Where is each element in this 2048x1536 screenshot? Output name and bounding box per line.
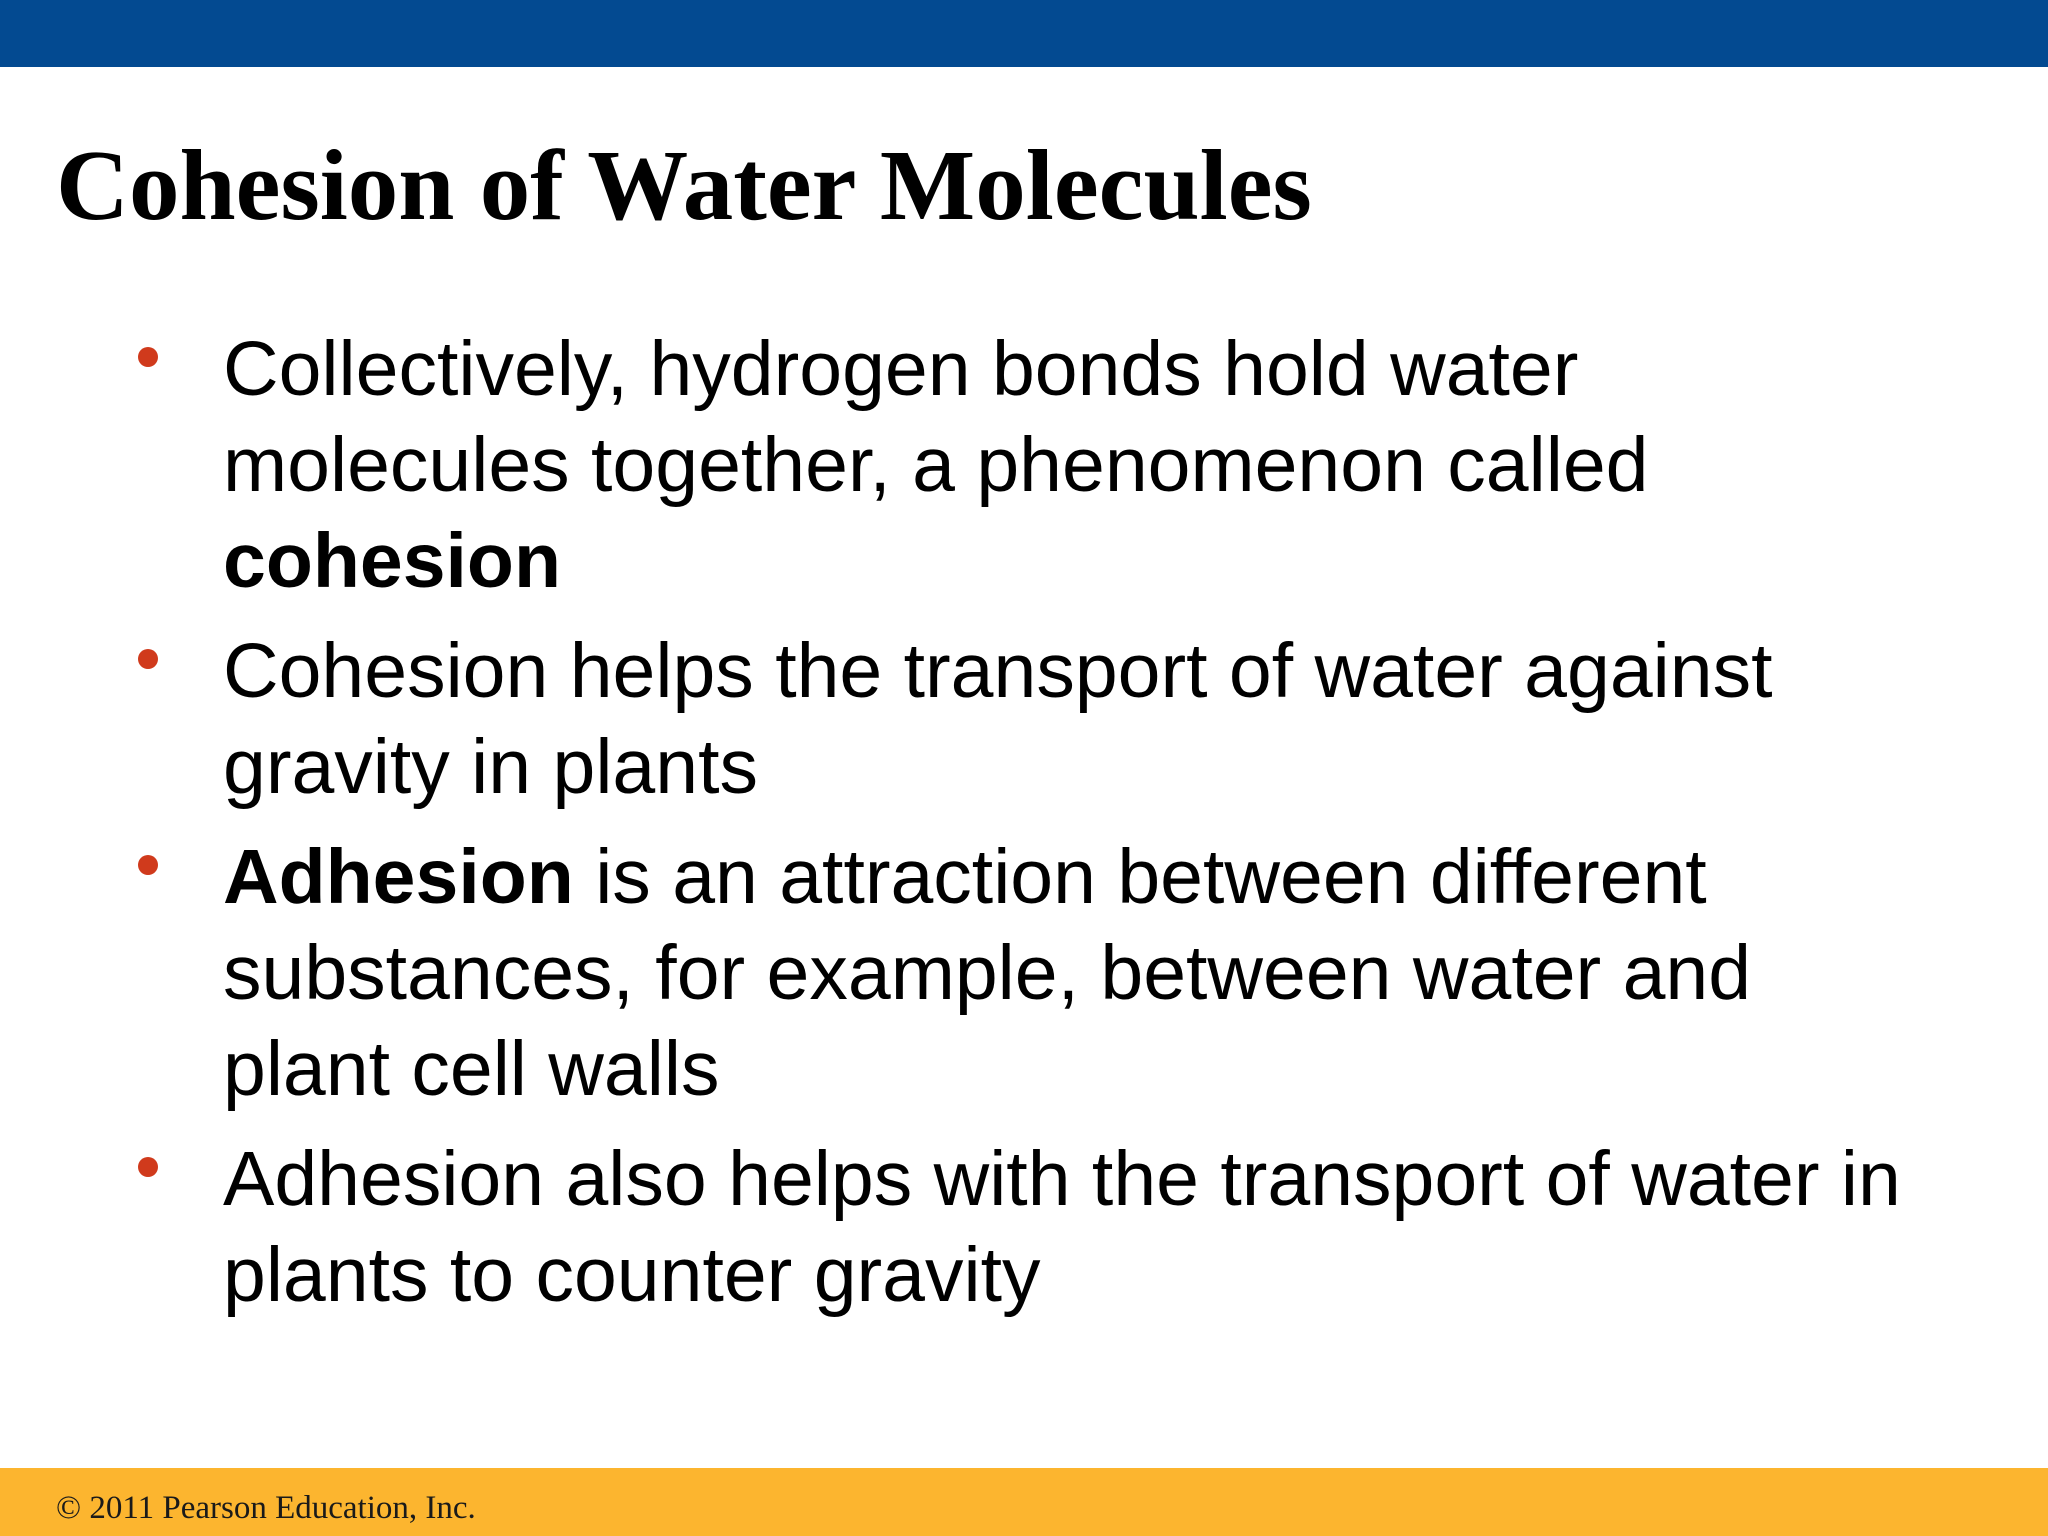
bullet-dot-icon: [138, 347, 158, 367]
bullet-text-part: Collectively, hydrogen bonds hold water molecules together, a phenomenon called: [223, 326, 1649, 508]
bullet-item: [0, 829, 1903, 1117]
bold-term: Adhesion: [223, 834, 574, 920]
bullet-dot-icon: [138, 649, 158, 669]
top-banner: [0, 0, 2048, 67]
slide-title: Cohesion of Water Molecules: [56, 129, 1312, 241]
bullet-item: [0, 1131, 1903, 1323]
copyright-notice: © 2011 Pearson Education, Inc.: [56, 1490, 476, 1526]
bullet-text-part: is an attraction between different substances, for example, between water and plant cell walls: [223, 834, 1752, 1112]
bullet-item: [0, 321, 1903, 609]
bullet-dot-icon: [138, 855, 158, 875]
bullet-text-part: Cohesion helps the transport of water against gravity in plants: [223, 628, 1773, 810]
bullet-text: [223, 326, 1648, 604]
bold-term: cohesion: [223, 518, 562, 604]
bullet-text: [223, 1136, 1901, 1318]
bullet-text-part: Adhesion also helps with the transport of water in plants to counter gravity: [223, 1136, 1901, 1318]
bullet-item: [0, 623, 1903, 815]
bullet-text: [223, 834, 1751, 1112]
bullet-list: [0, 321, 2048, 1337]
bullet-text: [223, 628, 1772, 810]
bullet-dot-icon: [138, 1157, 158, 1177]
